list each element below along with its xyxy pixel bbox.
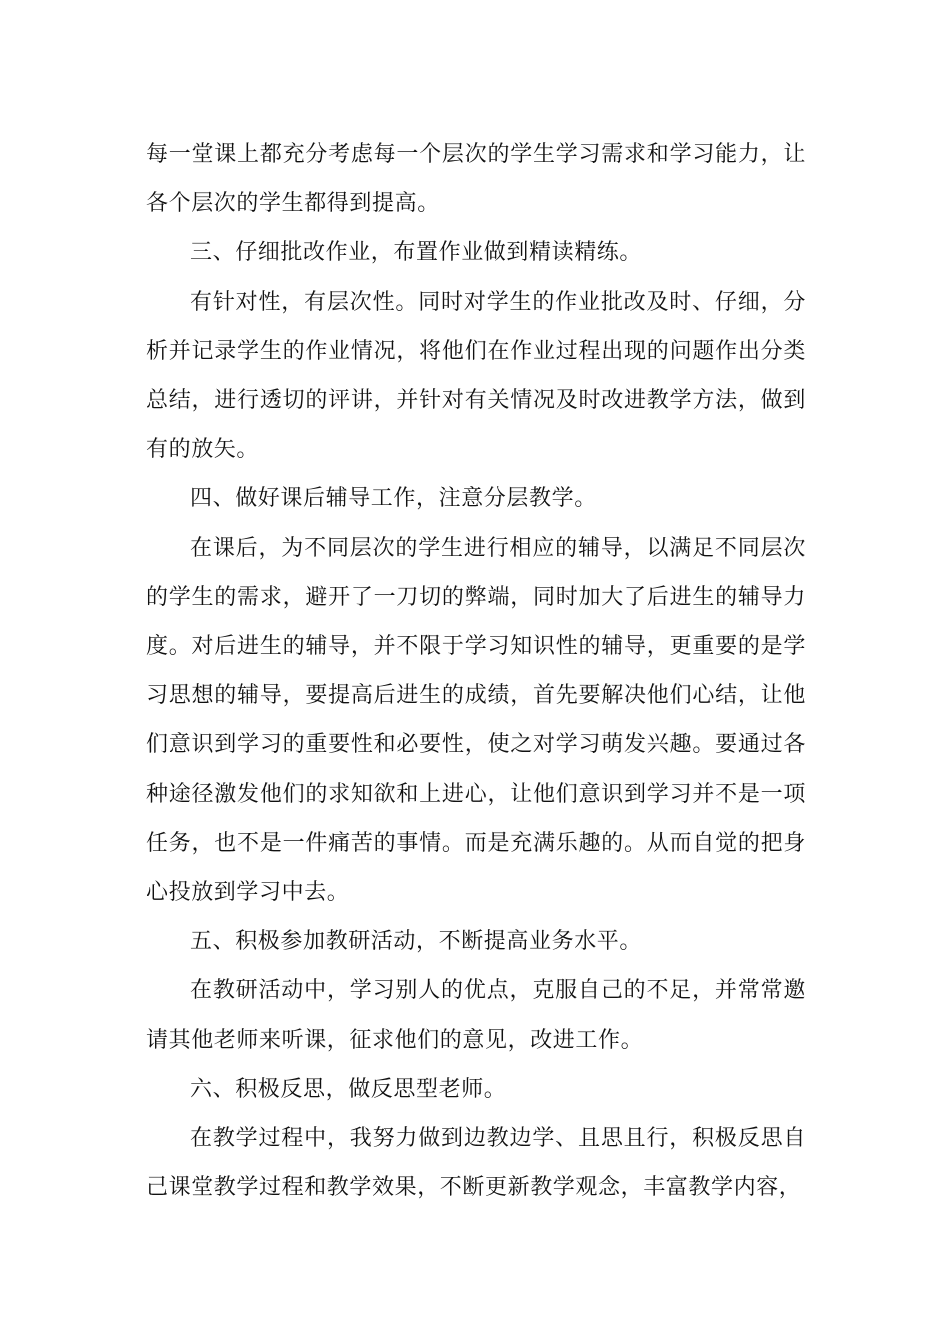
document-body (146, 130, 806, 1212)
section-heading-5: 五、积极参加教研活动，不断提高业务水平。 (190, 929, 643, 955)
paragraph-homework: 有针对性，有层次性。同时对学生的作业批改及时、仔细，分析并记录学生的作业情况，将他们在作业过程出现的问题作出分类总结，进行透切的评讲，并针对有关情况及时改进教学方法，做到有的放矢。 (146, 289, 806, 463)
paragraph-continuation: 每一堂课上都充分考虑每一个层次的学生学习需求和学习能力，让各个层次的学生都得到提高。 (146, 142, 806, 217)
paragraph-research: 在教研活动中，学习别人的优点，克服自己的不足，并常常邀请其他老师来听课，征求他们的意见，改进工作。 (146, 978, 806, 1053)
section-heading-6: 六、积极反思，做反思型老师。 (190, 1076, 507, 1102)
paragraph-reflection: 在教学过程中，我努力做到边教边学、且思且行，积极反思自己课堂教学过程和教学效果，不断更新教学观念，丰富教学内容， (146, 1126, 806, 1201)
section-heading-4: 四、做好课后辅导工作，注意分层教学。 (190, 486, 597, 512)
section-heading-3: 三、仔细批改作业，布置作业做到精读精练。 (190, 240, 643, 266)
paragraph-tutoring: 在课后，为不同层次的学生进行相应的辅导，以满足不同层次的学生的需求，避开了一刀切的弊端，同时加大了后进生的辅导力度。对后进生的辅导，并不限于学习知识性的辅导，更重要的是学习思想的辅导，要提高后进生的成绩，首先要解决他们心结，让他们意识到学习的重要性和必要性，使之对学习萌发兴趣。要通过各种途径激发他们的求知欲和上进心，让他们意识到学习并不是一项任务，也不是一件痛苦的事情。而是充满乐趣的。从而自觉的把身心投放到学习中去。 (146, 535, 806, 906)
